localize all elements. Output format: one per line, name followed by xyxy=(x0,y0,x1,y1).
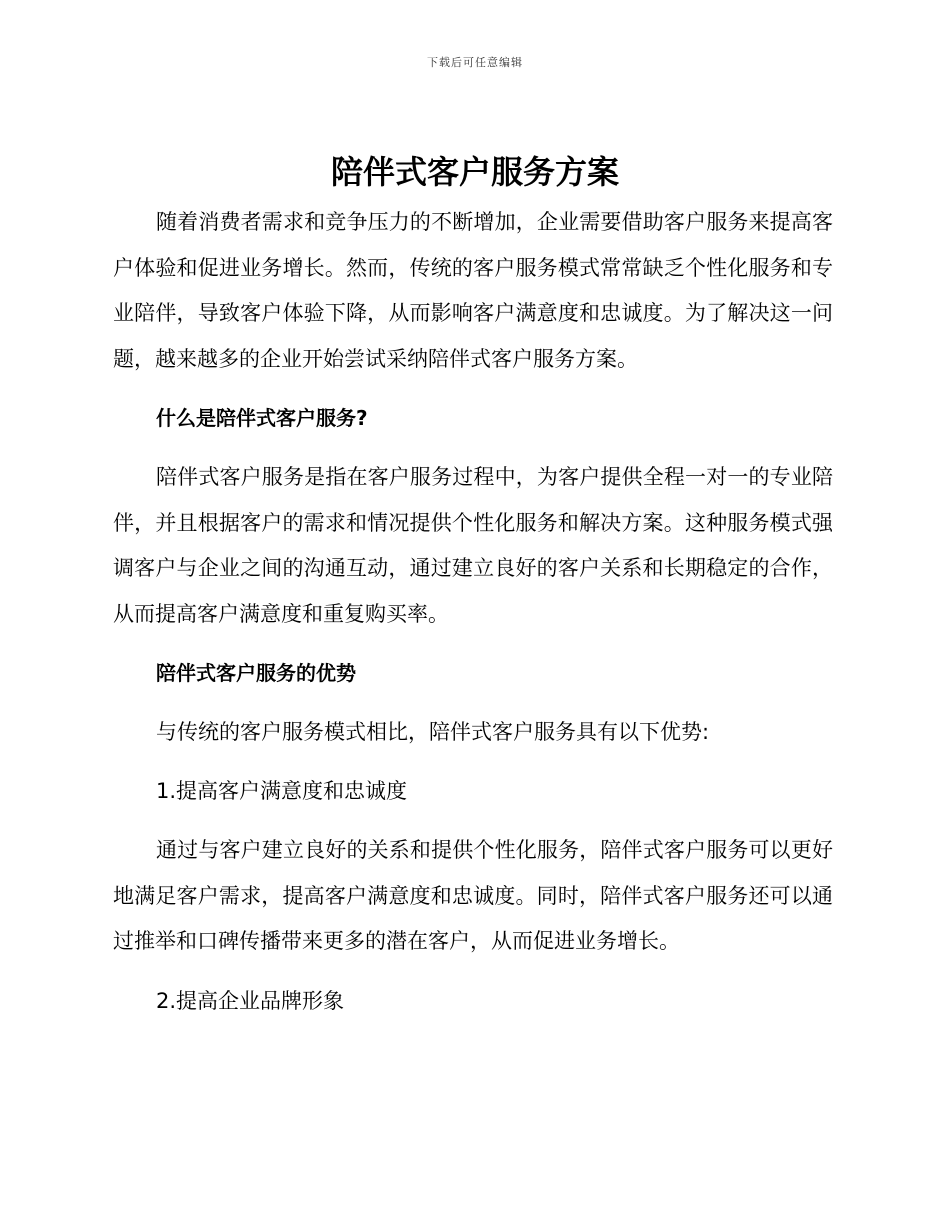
section-heading-advantages: 陪伴式客户服务的优势 xyxy=(156,661,356,685)
definition-paragraph: 陪伴式客户服务是指在客户服务过程中，为客户提供全程一对一的专业陪伴，并且根据客户的需求和情况提供个性化服务和解决方案。这种服务模式强调客户与企业之间的沟通互动，通过建立良好的客户关系和长期稳定的合作，从而提高客户满意度和重复购买率。 xyxy=(113,465,833,626)
document-title: 陪伴式客户服务方案 xyxy=(330,153,619,191)
header-note: 下载后可任意编辑 xyxy=(427,56,523,69)
intro-paragraph: 随着消费者需求和竞争压力的不断增加，企业需要借助客户服务来提高客户体验和促进业务增长。然而，传统的客户服务模式常常缺乏个性化服务和专业陪伴，导致客户体验下降，从而影响客户满意度和忠诚度。为了解决这一问题，越来越多的企业开始尝试采纳陪伴式客户服务方案。 xyxy=(113,210,833,371)
advantage-item-1-title: 1.提高客户满意度和忠诚度 xyxy=(156,779,408,803)
advantage-item-1-body: 通过与客户建立良好的关系和提供个性化服务，陪伴式客户服务可以更好地满足客户需求，提高客户满意度和忠诚度。同时，陪伴式客户服务还可以通过推举和口碑传播带来更多的潜在客户，从而促进业务增长。 xyxy=(113,838,833,953)
section-heading-what-is: 什么是陪伴式客户服务? xyxy=(156,406,368,430)
document-body xyxy=(113,200,833,1038)
advantages-lead: 与传统的客户服务模式相比，陪伴式客户服务具有以下优势: xyxy=(156,720,710,744)
advantage-item-2-title: 2.提高企业品牌形象 xyxy=(156,988,345,1013)
